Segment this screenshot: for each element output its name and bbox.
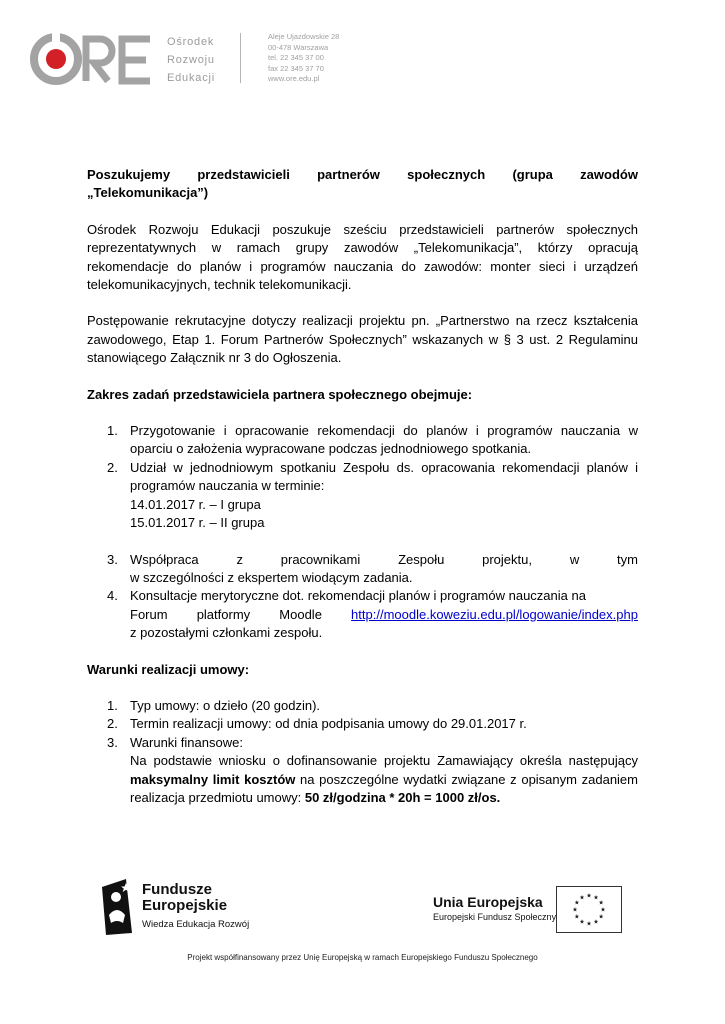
tasks-list [87, 422, 638, 642]
eu-star [594, 895, 599, 899]
eu-star [599, 914, 604, 918]
eu-star [573, 907, 578, 911]
list-item: 3. Współpraca z pracownikami Zespołu projektu, w tym w szczególności z ekspertem wiodącym zadania. [107, 551, 638, 585]
financial-conditions: Na podstawie wniosku o dofinansowanie projektu Zamawiający określa następujący maksymalny limit kosztów na poszczególne wydatki związane z opisanym zadaniem realizacja przedmiotu umowy: 50 zł/godzina * 20h = 1000 zł/os. [130, 753, 638, 805]
fundusze-europejskie-logo [100, 877, 275, 935]
document-title-line1: Poszukujemy przedstawicieli partnerów społecznych (grupa zawodów [87, 167, 638, 182]
ore-address [268, 32, 339, 85]
address-line: Aleje Ujazdowskie 28 [268, 32, 340, 41]
eu-subtitle: Europejski Fundusz Społeczny [433, 912, 557, 922]
list-item: 2. Termin realizacji umowy: od dnia podpisania umowy do 29.01.2017 r. [107, 716, 527, 732]
ore-name-line: Rozwoju [167, 54, 215, 66]
list-item: 2. Udział w jednodniowym spotkaniu Zespołu ds. opracowania rekomendacji planów i programów nauczania w terminie: 14.01.2017 r. – I grupa 15.01.2017 r. – II grupa [87, 459, 638, 533]
conditions-list [87, 697, 638, 807]
header-divider [240, 33, 241, 83]
address-line: tel. 22 345 37 00 [268, 53, 324, 62]
ore-name [167, 33, 215, 87]
fe-line: Fundusze [142, 881, 212, 898]
eu-text [433, 894, 556, 922]
letterhead [30, 28, 430, 92]
eu-star [575, 900, 580, 904]
eu-star [601, 907, 606, 911]
fe-subtitle: Wiedza Edukacja Rozwój [142, 919, 250, 930]
address-line: 00-478 Warszawa [268, 42, 329, 52]
fe-line: Europejskie [142, 897, 228, 914]
intro-paragraph: Ośrodek Rozwoju Edukacji poszukuje sześciu przedstawicieli partnerów społecznych reprezentatywnych w ramach grupy zawodów „Telekomunikacja”, którzy opracują rekomendacje do planów i programów nauczania do zawodów: monter sieci i urządzeń telekomunikacyjnych, technik telekomunikacji. [87, 221, 638, 293]
document-title-line2: „Telekomunikacja”) [87, 185, 209, 201]
eu-star [587, 893, 592, 897]
ore-name-line: Edukacji [167, 72, 215, 84]
eu-star [575, 914, 580, 918]
funding-note: Projekt współfinansowany przez Unię Europejską w ramach Europejskiego Funduszu Społecznego [187, 953, 538, 962]
ore-logo [30, 33, 158, 85]
address-line: www.ore.edu.pl [268, 74, 320, 83]
eu-star [587, 921, 592, 925]
address-line: fax 22 345 37 70 [268, 63, 324, 73]
moodle-link[interactable]: http://moodle.koweziu.edu.pl/logowanie/index.php [351, 606, 638, 622]
eu-title: Unia Europejska [433, 894, 543, 910]
document-body [87, 166, 638, 807]
project-paragraph: Postępowanie rekrutacyjne dotyczy realizacji projektu pn. „Partnerstwo na rzecz kształcenia zawodowego, Etap 1. Forum Partnerów Społecznych” wskazanych w § 3 ust. 2 Regulaminu stanowiącego Załącznik nr 3 do Ogłoszenia. [87, 313, 638, 366]
ore-logo-red-dot [46, 49, 66, 69]
eu-star [594, 919, 599, 923]
eu-star [580, 895, 585, 899]
eu-star [599, 900, 604, 904]
list-item: 4. Konsultacje merytoryczne dot. rekomendacji planów i programów nauczania na Forum platformy Moodle http://moodle.koweziu.edu.pl/logowanie/index.php z pozostałymi członkami zespołu. [107, 588, 638, 641]
ore-name-line: Ośrodek [167, 36, 215, 48]
meeting-date: 15.01.2017 r. – II grupa [130, 515, 265, 531]
eu-flag-icon [556, 886, 622, 933]
list-item: 1. Typ umowy: o dzieło (20 godzin). [107, 697, 321, 713]
list-item: 1. Przygotowanie i opracowanie rekomendacji do planów i programów nauczania w oparciu o założenia wypracowane podczas jednodniowego spotkania. [107, 423, 638, 457]
list-item: 3. Warunki finansowe: Na podstawie wniosku o dofinansowanie projektu Zamawiający określa następujący maksymalny limit kosztów na poszczególne wydatki związane z opisanym zadaniem realizacja przedmiotu umowy: 50 zł/godzina * 20h = 1000 zł/os. [87, 734, 638, 808]
eu-star [580, 919, 585, 923]
cost-limit: 50 zł/godzina * 20h = 1000 zł/os. [304, 789, 501, 805]
fundusze-flag-icon [100, 877, 134, 935]
meeting-date: 14.01.2017 r. – I grupa [130, 496, 261, 512]
tasks-heading: Zakres zadań przedstawiciela partnera społecznego obejmuje: [87, 386, 473, 402]
conditions-heading: Warunki realizacji umowy: [87, 661, 250, 677]
